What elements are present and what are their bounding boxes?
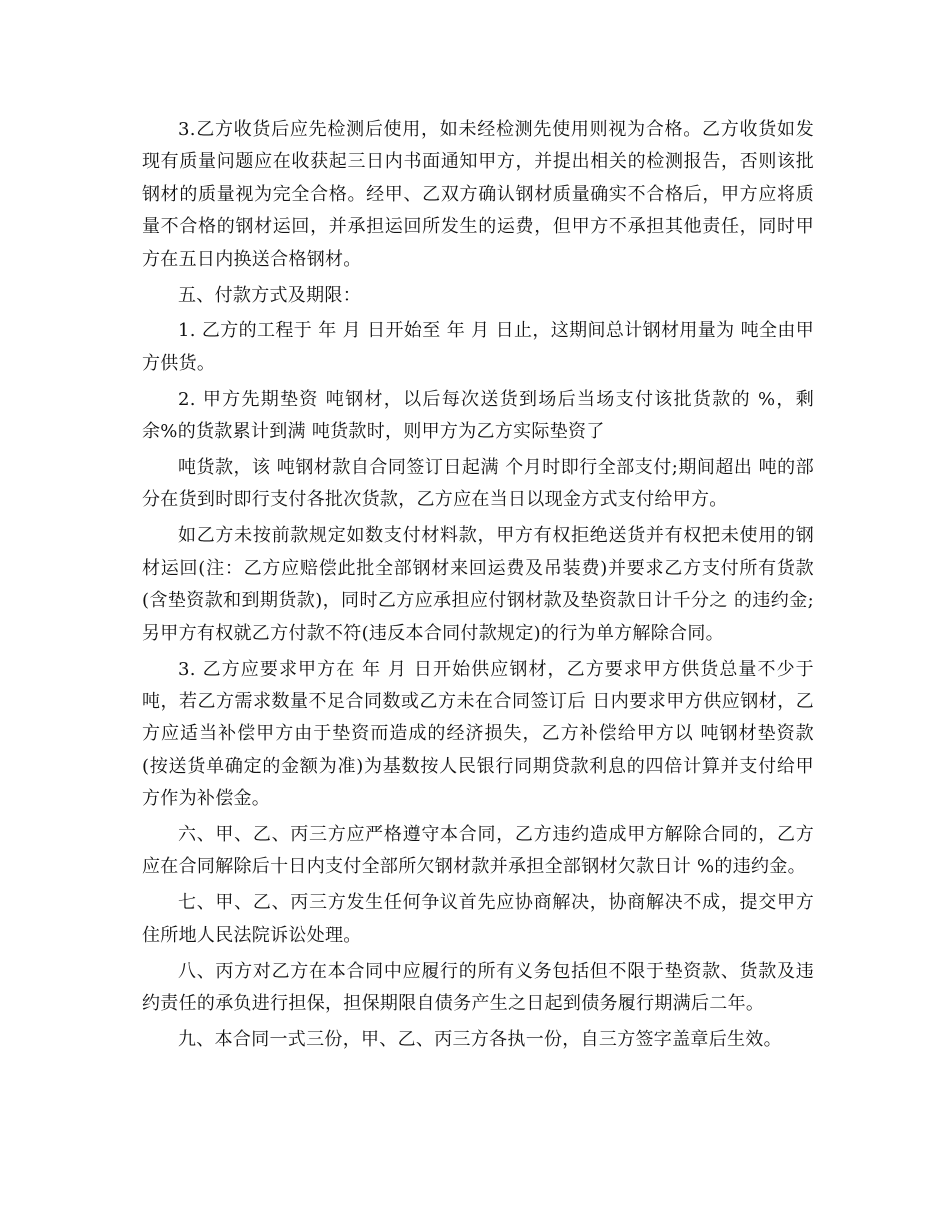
clause-payment-1: 1. 乙方的工程于 年 月 日开始至 年 月 日止，这期间总计钢材用量为 吨全由甲方供货。 (142, 320, 814, 374)
clause-payment-2-continued: 吨货款，该 吨钢材款自合同签订日起满 个月时即行全部支付;期间超出 吨的部分在货到时即行支付各批次货款，乙方应在当日以现金方式支付给甲方。 (142, 457, 814, 511)
clause-payment-default: 如乙方未按前款规定如数支付材料款，甲方有权拒绝送货并有权把未使用的钢材运回(注：乙方应赔偿此批全部钢材来回运费及吊装费)并要求乙方支付所有货款(含垫资款和到期货款)，同时乙方应承担应付钢材款及垫资款日计千分之 的违约金;另甲方有权就乙方付款不符(违反本合同付款规定)的行为单方解除合同。 (142, 525, 814, 644)
section-seven-disputes: 七、甲、乙、丙三方发生任何争议首先应协商解决，协商解决不成，提交甲方住所地人民法院诉讼处理。 (142, 892, 814, 946)
section-six-termination: 六、甲、乙、丙三方应严格遵守本合同，乙方违约造成甲方解除合同的，乙方应在合同解除后十日内支付全部所欠钢材款并承担全部钢材欠款日计 %的违约金。 (142, 824, 814, 878)
section-heading-payment: 五、付款方式及期限： (178, 284, 361, 306)
section-nine-copies: 九、本合同一式三份，甲、乙、丙三方各执一份，自三方签字盖章后生效。 (178, 1028, 782, 1050)
clause-payment-3: 3. 乙方应要求甲方在 年 月 日开始供应钢材，乙方要求甲方供货总量不少于吨，若乙方需求数量不足合同数或乙方未在合同签订后 日内要求甲方供应钢材，乙方应适当补偿甲方由于垫资而造成的经济损失，乙方补偿给甲方以 吨钢材垫资款(按送货单确定的金额为准)为基数按人民银行同期贷款利息的四倍计算并支付给甲方作为补偿金。 (142, 658, 814, 810)
document-body (142, 114, 814, 1060)
section-eight-guarantee: 八、丙方对乙方在本合同中应履行的所有义务包括但不限于垫资款、货款及违约责任的承负进行担保，担保期限自债务产生之日起到债务履行期满后二年。 (142, 960, 814, 1015)
clause-payment-2: 2. 甲方先期垫资 吨钢材，以后每次送货到场后当场支付该批货款的 %，剩余%的货款累计到满 吨货款时，则甲方为乙方实际垫资了 (142, 388, 814, 443)
clause-quality-inspection: 3.乙方收货后应先检测后使用，如未经检测先使用则视为合格。乙方收货如发现有质量问题应在收获起三日内书面通知甲方，并提出相关的检测报告，否则该批钢材的质量视为完全合格。经甲、乙双方确认钢材质量确实不合格后，甲方应将质量不合格的钢材运回，并承担运回所发生的运费，但甲方不承担其他责任，同时甲方在五日内换送合格钢材。 (142, 119, 814, 270)
